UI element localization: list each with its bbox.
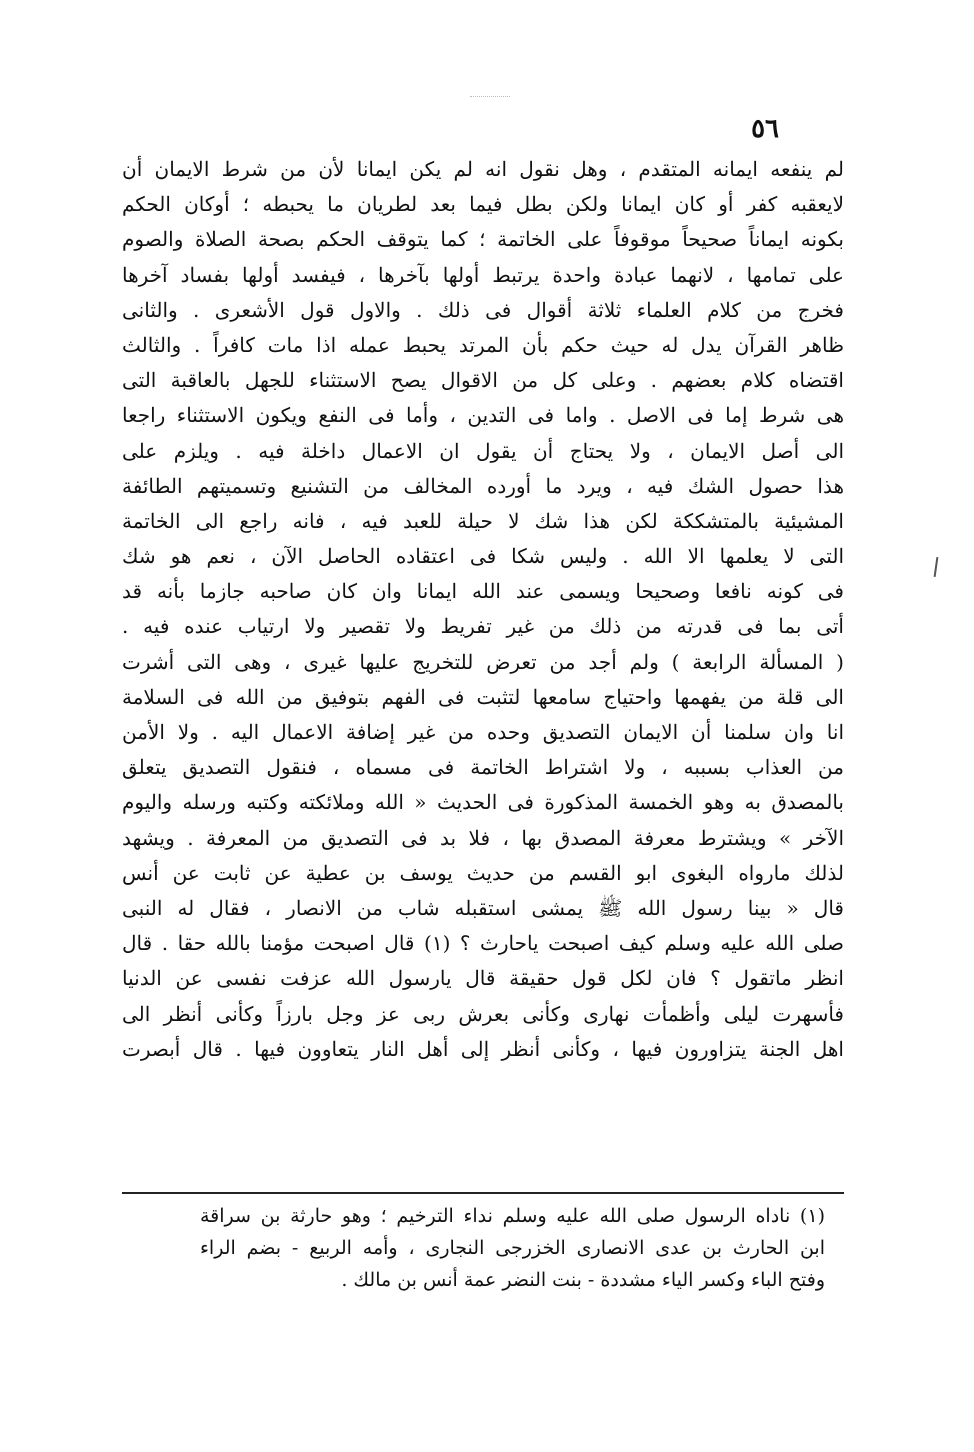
text-line: اقتضاه كلام بعضهم . وعلى كل من الاقوال يصح الاستثناء للجهل بالعاقبة التى [122, 368, 844, 393]
text-line: بكونه ايماناً صحيحاً موقوفاً على الخاتمة ؛ كما يتوقف الحكم بصحة الصلاة والصوم [122, 227, 844, 252]
text-line: هى شرط إما فى الاصل . واما فى التدين ، وأما فى النفع ويكون الاستثناء راجعا [122, 403, 844, 428]
footnote [200, 1200, 825, 1296]
text-line: هذا حصول الشك فيه ، ويرد ما أورده المخالف من التشنيع وتسميتهم الطائفة [122, 473, 844, 498]
text-line: صلى الله عليه وسلم كيف اصبحت ياحارث ؟ (١) قال اصبحت مؤمنا بالله حقا . قال [122, 931, 844, 956]
text-line: فى كونه نافعا وصحيحا ويسمى عند الله ايمانا وان كان صاحبه جازما بأنه قد [122, 579, 844, 604]
footnote-line: وفتح الباء وكسر الياء مشددة - بنت النضر عمة أنس بن مالك . [341, 1269, 825, 1291]
footnote-line: ابن الحارث بن عدى الانصارى الخزرجى النجارى ، وأمه الربيع - بضم الراء [200, 1237, 825, 1259]
text-line: على تمامها ، لانهما عبادة واحدة يرتبط أولها بآخرها ، فيفسد أولها بفساد آخرها [122, 262, 844, 287]
text-line: التى لا يعلمها الا الله . وليس شكا فى اعتقاده الحاصل الآن ، نعم هو شك [122, 544, 844, 569]
main-text [122, 152, 844, 1067]
text-line: الآخر » ويشترط معرفة المصدق بها ، فلا بد فى التصديق من المعرفة . ويشهد [122, 825, 844, 850]
text-line: ( المسألة الرابعة ) ولم أجد من تعرض للتخريج عليها غيرى ، وهى التى أشرت [122, 649, 844, 674]
text-line: لم ينفعه ايمانه المتقدم ، وهل نقول انه لم يكن ايمانا لأن من شرط الايمان أن [122, 157, 844, 181]
text-line: لذلك مارواه البغوى ابو القسم من حديث يوسف بن عطية عن ثابت عن أنس [122, 860, 844, 885]
text-line: من العذاب بسببه ، ولا اشتراط الخاتمة فى مسماه ، فنقول التصديق يتعلق [122, 755, 844, 780]
text-line: فخرج من كلام العلماء ثلاثة أقوال فى ذلك . والاول قول الأشعرى . والثانى [122, 297, 844, 322]
text-line: أتى بما فى قدرته من ذلك من غير تفريط ولا تقصير ولا ارتياب عنده فيه . [122, 614, 844, 639]
margin-mark [934, 557, 939, 577]
page-number: ٥٦ [751, 114, 779, 144]
text-line: قال « بينا رسول الله ﷺ يمشى استقبله شاب من الانصار ، فقال له النبى [122, 895, 844, 920]
text-line: اهل الجنة يتزاورون فيها ، وكأنى أنظر إلى أهل النار يتعاوون فيها . قال أبصرت [122, 1036, 844, 1061]
text-line: فأسهرت ليلى وأظمأت نهارى وكأنى بعرش ربى عز وجل بارزاً وكأنى أنظر الى [122, 1001, 844, 1026]
text-line: انظر ماتقول ؟ فان لكل قول حقيقة قال يارسول الله عزفت نفسى عن الدنيا [122, 966, 844, 991]
footnote-rule [122, 1192, 844, 1194]
text-line: انا وان سلمنا أن الايمان التصديق وحده من غير إضافة الاعمال اليه . ولا الأمن [122, 720, 844, 744]
top-dots [470, 96, 510, 97]
text-line: بالمصدق به وهو الخمسة المذكورة فى الحديث « الله وملائكته وكتبه ورسله واليوم [122, 790, 844, 815]
footnote-line: (١) ناداه الرسول صلى الله عليه وسلم نداء الترخيم ؛ وهو حارثة بن سراقة [200, 1205, 825, 1227]
text-line: ظاهر القرآن يدل له حيث حكم بأن المرتد يحبط عمله اذا مات كافراً . والثالث [122, 332, 844, 357]
text-line: المشيئية بالمتشككة لكن هذا شك لا حيلة للعبد فيه ، فانه راجع الى الخاتمة [122, 508, 844, 533]
text-line: لايعقبه كفر أو كان ايمانا ولكن بطل فيما بعد لطريان ما يحبطه ؛ أوكان الحكم [122, 192, 844, 217]
text-line: الى قلة من يفهمها واحتياج سامعها لتثبت فى الفهم بتوفيق من الله فى السلامة [122, 684, 844, 709]
text-line: الى أصل الايمان ، ولا يحتاج أن يقول ان الاعمال داخلة فيه . ويلزم على [122, 438, 844, 463]
